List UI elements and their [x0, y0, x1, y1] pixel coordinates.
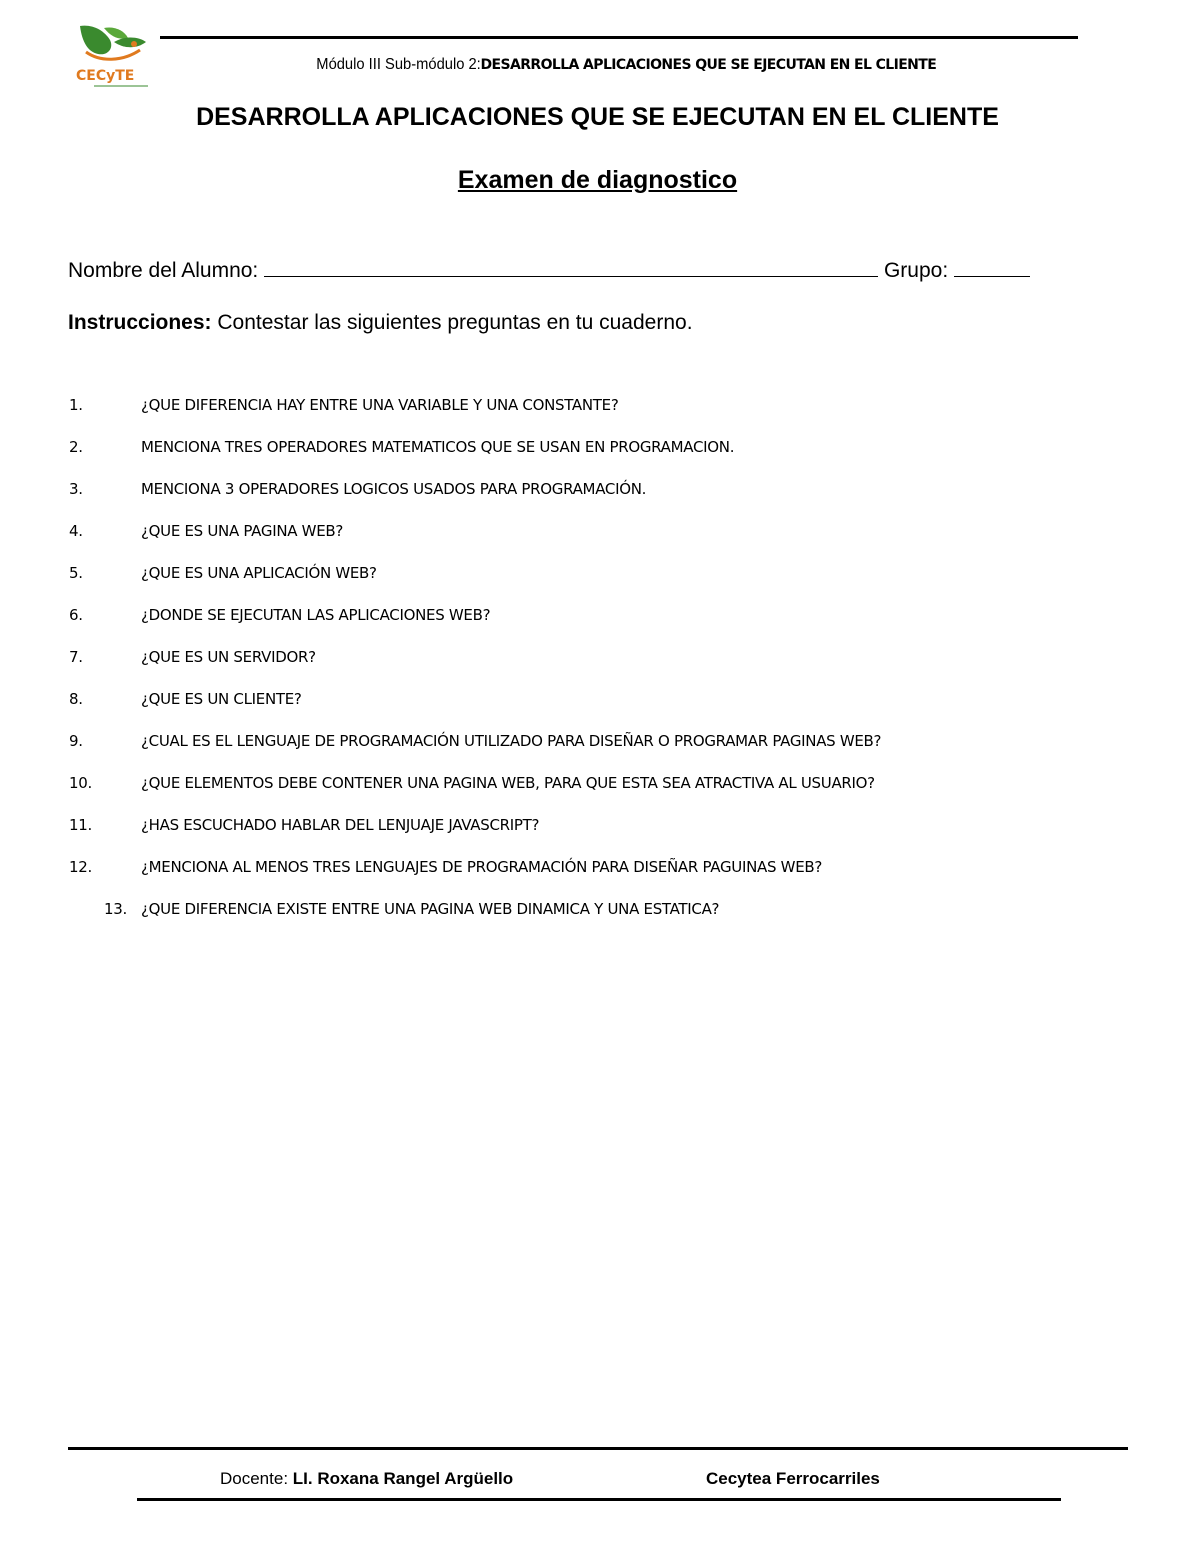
header-module-line [160, 56, 1078, 74]
footer-institution: Cecytea Ferrocarriles [706, 1469, 880, 1488]
docente-label: Docente: [220, 1469, 293, 1488]
module-prefix: Módulo III Sub-módulo 2: [316, 56, 481, 73]
footer-rule-top [68, 1447, 1128, 1450]
logo-text: CECyTE [76, 68, 135, 84]
footer-rule-bottom [137, 1498, 1061, 1501]
module-name: DESARROLLA APLICACIONES QUE SE EJECUTAN EN EL CLIENTE [480, 57, 937, 73]
instructions-label: Instrucciones: [68, 311, 212, 334]
footer-docente [220, 1469, 513, 1489]
docente-name: LI. Roxana Rangel Argüello [292, 1469, 514, 1488]
header-rule [160, 36, 1078, 39]
instructions-text: Contestar las siguientes preguntas en tu cuaderno. [217, 311, 693, 334]
name-blank[interactable] [264, 256, 878, 277]
instructions-row [68, 311, 693, 335]
group-label: Grupo: [883, 259, 949, 282]
group-blank[interactable] [954, 256, 1030, 277]
student-info-row [68, 256, 1030, 283]
name-label: Nombre del Alumno: [68, 259, 259, 282]
page-title: DESARROLLA APLICACIONES QUE SE EJECUTAN EN EL CLIENTE [196, 103, 999, 131]
cecyte-logo [74, 22, 154, 94]
page-subtitle: Examen de diagnostico [457, 166, 738, 194]
